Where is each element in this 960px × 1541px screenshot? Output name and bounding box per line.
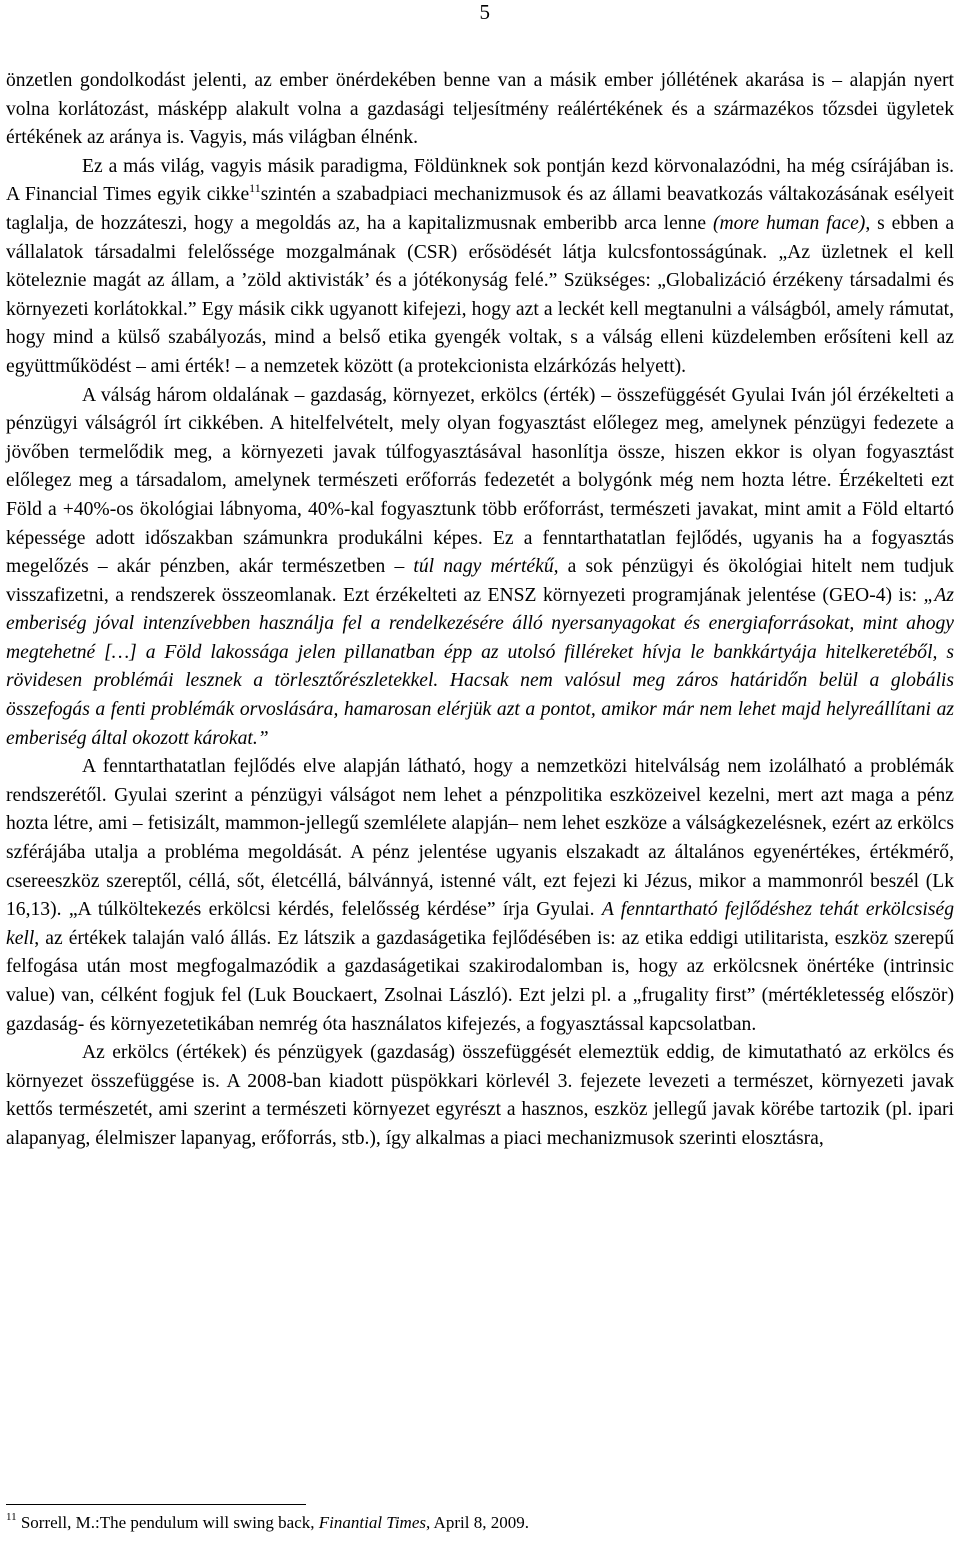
- footnote-separator: [6, 1504, 306, 1505]
- footnote-text-after: , April 8, 2009.: [426, 1513, 529, 1532]
- text-run: A válság három oldalának – gazdaság, környezet, erkölcs (érték) – összefüggését Gyulai Iván jól érzékelteti a pénzügyi válságról írt cikkében. A hitelfelvételt, mely olyan fogyasztást előlegez meg, amelynek pénzügyi fedezete a jövőben termelődik meg, a környezeti javak túlfogyasztásával hasonlítja össze, hiszen ekkor is olyan fogyasztást előlegez meg a társadalom, amelynek természeti erőforrás fedezetét a bolygónk még nem hozta létre. Érzékelteti ezt Föld a +40%-os ökológiai lábnyoma, 40%-kal fogyasztunk több erőforrást, természeti javakat, mint amit a Föld eltartó képessége adott időszakban számunkra produkálni képes. Ez a fenntarthatatlan fejlődés, ugyanis ha a fogyasztás megelőzés – akár pénzben, akár természetben –: [6, 384, 954, 578]
- footnote-marker: 11: [6, 1511, 17, 1524]
- footnote: [6, 1512, 954, 1534]
- footnote-journal: Finantial Times: [318, 1513, 426, 1532]
- italic-text-run: „Az emberiség jóval intenzívebben használja fel a rendelkezésére álló nyersanyagokat és energiaforrásokat, mint ahogy megtehetné […] a Föld lakossága jelen pillanatban épp az utolsó filléreket hívja le bankkártyája hitelkeretéből, s rövidesen problémái lesznek a törlesztőrészletekkel. Hacsak nem valósul meg záros határidőn belül a globális összefogás a fenti problémák orvoslására, hamarosan elérjük azt a pontot, amikor már nem lehet majd helyreállítani az emberiség által okozott károkat.”: [6, 584, 954, 749]
- text-run: szintén a szabadpiaci mechanizmusok és az állami beavatkozás váltakozásának esélyeit taglalja, de hozzáteszi, hogy a megoldás az, ha a kapitalizmusnak emberibb arca lenne: [6, 184, 954, 234]
- text-run: , az értékek talaján való állás. Ez látszik a gazdaságetika fejlődésében is: az etika eddigi utilitarista, eszköz szerepű felfogása után most megfogalmazódik a gazdaságetikai szakirodalomban is, hogy az erkölcsnek önértéke (intrinsic value) van, célként fogjuk fel (Luk Bouckaert, Zsolnai László). Ezt jelzi pl. a „frugality first” (mértékletesség először) gazdaság- és környezetetikában nemrég óta használatos kifejezés, a fogyasztással kapcsolatban.: [6, 927, 954, 1035]
- text-run: önzetlen gondolkodást jelenti, az ember önérdekében benne van a másik ember jóllétének akarása is – alapján nyert volna korlátozást, másképp alakult volna a gazdasági teljesítmény reálértékének és a származékos tőzsdei ügyletek értékének az aránya is. Vagyis, más világban élnénk.: [6, 70, 954, 149]
- paragraph: [6, 67, 954, 153]
- page-number: 5: [479, 0, 490, 24]
- paragraph: [6, 1039, 954, 1153]
- text-run: A fenntarthatatlan fejlődés elve alapján látható, hogy a nemzetközi hitelválság nem izolálható a problémák rendszerétől. Gyulai szerint a pénzügyi válságot nem lehet a pénzpolitika eszközeivel kezelni, mert azt maga a pénz hozta létre, ami – fetisizált, mammon-jellegű szemlélete alapján– nem lehet eszköze a válságkezelésnek, ezért az erkölcs szférájába utalja a probléma megoldását. A pénz jelentése ugyanis elszakadt az általános egyenértékes, értékmérő, csereeszköz szereptől, céllá, sőt, életcéllá, bálvánnyá, istenné vált, ezt fejezi ki Jézus, mikor a mammonról beszél (Lk 16,13). „A túlköltekezés erkölcsi kérdés, felelősség kérdése” írja Gyulai.: [6, 756, 954, 921]
- paragraph: [6, 153, 954, 382]
- body-text: [6, 67, 954, 1154]
- text-run: a sok pénzügyi és ökológiai hitelt nem tudjuk visszafizetni, a rendszerek összeomlanak. Ezt érzékelteti az ENSZ környezeti programjának jelentése (GEO-4) is:: [6, 556, 954, 606]
- text-run: Ez a más világ, vagyis másik paradigma, Földünknek sok pontján kezd körvonalazódni, ha még csírájában is. A Financial Times egyik cikke: [6, 155, 954, 206]
- italic-text-run: túl nagy mértékű,: [413, 556, 559, 578]
- paragraph: [6, 753, 954, 1039]
- italic-text-run: (more human face): [713, 212, 866, 234]
- italic-text-run: A fenntartható fejlődéshez tehát erkölcsiség kell: [6, 899, 954, 949]
- footnote-reference: 11: [249, 180, 261, 195]
- paragraph: [6, 382, 954, 754]
- text-run: , s ebben a vállalatok társadalmi felelőssége mozgalmának (CSR) erősödését látja kulcsfontosságúnak. „Az üzletnek el kell köteleznie magát az állam, a ’zöld aktivisták’ és a jótékonyság felé.” Szükséges: „Globalizáció érzékeny társadalmi és környezeti korlátokkal.” Egy másik cikk ugyanott kifejezi, hogy azt a leckét kell megtanulni a válságból, amely rámutat, hogy mind a külső szabályozás, mind a belső etika gyengék voltak, s a válság elleni küzdelemben erősíteni kell az együttműködést – ami érték! – a nemzetek között (a protekcionista elzárkózás helyett).: [6, 212, 955, 377]
- footnote-text-before: Sorrell, M.:The pendulum will swing back,: [16, 1513, 319, 1532]
- text-run: Az erkölcs (értékek) és pénzügyek (gazdaság) összefüggését elemeztük eddig, de kimutatható az erkölcs és környezet összefüggése is. A 2008-ban kiadott püspökkari körlevél 3. fejezete levezeti a természet, környezeti javak kettős természetét, ami szerint a természeti környezet egyrészt a hasznos, eszköz jellegű javak körébe tartozik (pl. ipari alapanyag, élelmiszer lapanyag, erőforrás, stb.), így alkalmas a piaci mechanizmusok szerinti elosztásra,: [6, 1042, 954, 1149]
